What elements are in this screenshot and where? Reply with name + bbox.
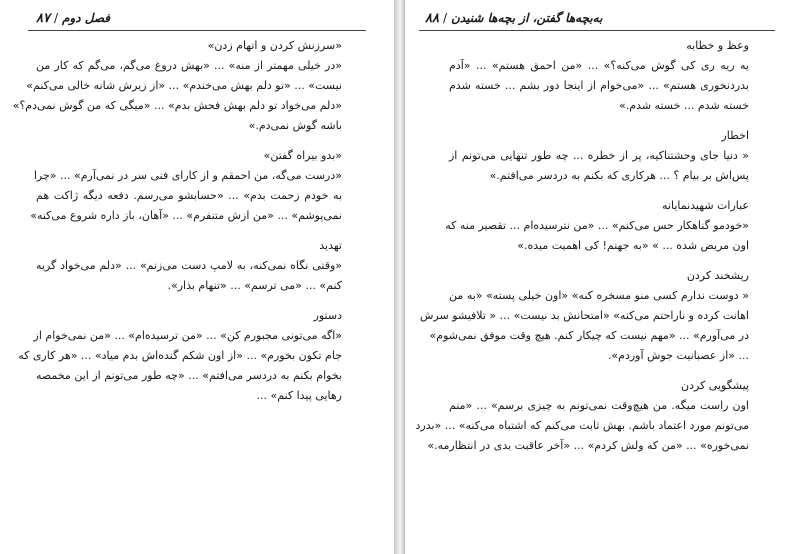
section-warning	[449, 126, 749, 186]
text-line: « دنیا جای وحشتناکیه، پر از خطره ... چه طور تنهایی می‌تونم از	[449, 149, 749, 162]
text-line: نیست» ... «تو دلم بهش می‌خندم» ... «از زیرش شانه خالی می‌کنم»	[26, 79, 342, 92]
text-line: به خودم زحمت بدم» ... «حسابشو می‌رسم. دفعه دیگه ژاکت هم	[36, 189, 342, 202]
section-heading: تهدید	[319, 239, 342, 252]
section-heading: «بدو بیراه گفتن»	[263, 149, 342, 162]
section-heading: پیشگویی کردن	[681, 379, 749, 392]
text-line: نمی‌پوشم» ... «من ازش متنفرم» ... «آهان، باز داره شروع می‌کنه»	[30, 209, 342, 222]
chapter-title: فصل دوم	[62, 11, 110, 25]
section-heading: ریشخند کردن	[686, 269, 749, 282]
header-rule	[28, 30, 366, 31]
text-line: «خودمو گناهکار حس می‌کنم» ... «من نترسیده‌ام ... تقصیر منه که	[445, 219, 749, 232]
section-name-calling	[30, 146, 342, 226]
section-preaching	[449, 36, 749, 116]
right-page-number: ۸۸	[425, 11, 439, 26]
text-line: ... «از عصبانیت جوش آوردم».	[607, 349, 749, 362]
text-line: بدردنخوری هستم» ... «می‌خوام از اینجا دور بشم ... خسته شدم	[449, 79, 749, 92]
section-heading: وعظ و خطابه	[686, 39, 749, 52]
left-page-header	[36, 11, 364, 31]
book-gutter	[394, 0, 405, 554]
text-line: کنم» ... «می ترسم» ... «تنهام بذار».	[167, 279, 342, 292]
text-line: می‌تونم مورد اعتماد باشم. بهش ثابت می‌کنم که اشتباه می‌کنه» ... «بدرد	[415, 419, 749, 432]
section-heading: عبارات شهیدنمایانه	[662, 199, 749, 212]
header-separator: /	[442, 11, 448, 25]
text-line: اهانت کرده و ناراحتم می‌کنه» «امتحانش بد نیست» ... « تلافیشو سرش	[419, 309, 749, 322]
text-line: بخوام بکنم به دردسر می‌افتم» ... «چه طور می‌تونم از این مخمصه	[36, 369, 342, 382]
text-line: یه ریه ری کی گوش می‌کنه؟» ... «من احمق هستم» ... «آدم	[449, 59, 749, 72]
text-line: باشه گوش نمی‌دم.»	[248, 119, 342, 132]
text-line: «در خیلی مهمتر از منه» ... «بهش دروغ می‌گم، می‌گم که کار من	[36, 59, 342, 72]
text-line: «دلم می‌خواد تو دلم بهش فحش بدم» ... «میگی که من گوش نمی‌دم؟»	[12, 99, 342, 112]
text-line: اون مریض شده ... » «به جهنم! کی اهمیت میده.»	[517, 239, 749, 252]
text-line: «اگه می‌تونی مجبورم کن» ... «من ترسیده‌ام» ... «من نمی‌خوام از	[33, 329, 342, 342]
text-line: خسته شدم ... خسته شدم.»	[619, 99, 749, 112]
text-line: در می‌آورم» ... «مهم نیست که چیکار کنم. هیچ وقت موفق نمی‌شوم»	[429, 329, 749, 342]
section-sarcasm	[419, 266, 749, 366]
left-page-number: ۸۷	[36, 11, 50, 26]
text-line: « دوست ندارم کسی منو مسخره کنه» «اون خیلی پسته» «به من	[449, 289, 749, 302]
right-page-content	[415, 34, 749, 466]
section-prophesying	[415, 376, 749, 456]
header-rule	[419, 30, 775, 31]
text-line: رهایی پیدا کنم» ...	[256, 389, 342, 402]
section-threats	[36, 236, 342, 296]
right-page-header	[425, 11, 771, 31]
book-title: به‌بچه‌ها گفتن، از بچه‌ها شنیدن	[451, 11, 603, 25]
text-line: «وقتی نگاه نمی‌کنه، به لامپ دست می‌زنم» ... «دلم می‌خواد گریه	[36, 259, 342, 272]
text-line: نمی‌خوره» ... «من که ولش کردم» ... «آخر عاقبت بدی در انتظارمه.»	[427, 439, 749, 452]
section-heading: اخطار	[721, 129, 749, 142]
section-orders	[18, 306, 342, 406]
text-line: اون راست میگه. من هیچ‌وقت نمی‌تونم به چیزی برسم» ... «منم	[449, 399, 749, 412]
text-line: جام تکون بخورم» ... «از اون شکم گنده‌اش بدم میاد» ... «هر کاری که	[18, 349, 342, 362]
left-page-content	[12, 34, 342, 416]
header-separator: /	[53, 11, 59, 25]
section-martyrdom	[445, 196, 749, 256]
text-line: «درست می‌گه، من احمقم و از کارای فنی سر در نمی‌آرم» ... «چرا	[33, 169, 342, 182]
section-heading: «سرزنش کردن و اتهام زدن»	[207, 39, 342, 52]
text-line: پس‌اش بر بیام ؟ ... هرکاری که بکنم به دردسر می‌افتم.»	[489, 169, 749, 182]
right-page	[405, 0, 789, 554]
left-page	[0, 0, 394, 554]
section-heading: دستور	[313, 309, 342, 322]
section-blaming	[12, 36, 342, 136]
